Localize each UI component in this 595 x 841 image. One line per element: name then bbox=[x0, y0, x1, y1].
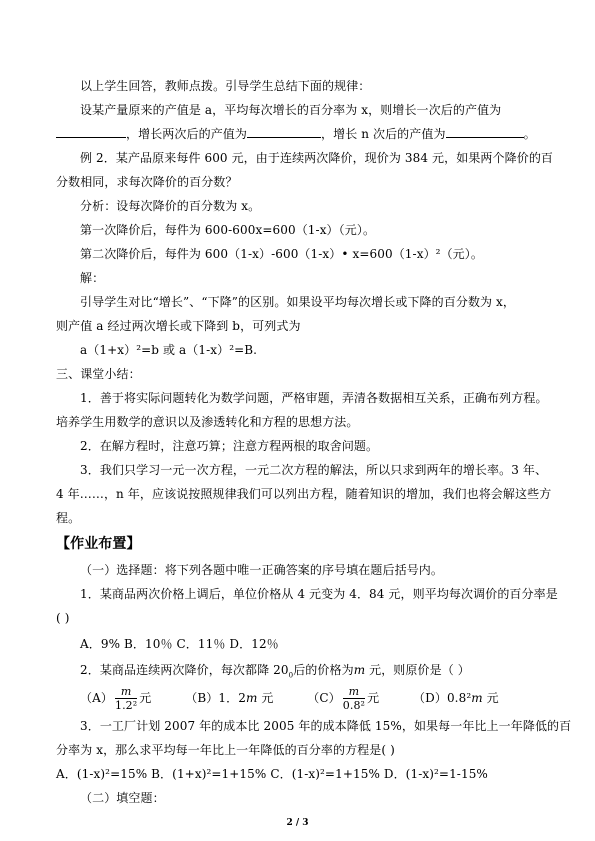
answer-blank[interactable] bbox=[247, 126, 321, 138]
text-line: 解： bbox=[80, 271, 105, 285]
option-d: （D）0.8² bbox=[413, 691, 472, 705]
fraction-numerator: m bbox=[115, 685, 137, 699]
section-heading: 三、课堂小结： bbox=[56, 367, 141, 381]
option-a-label: （A） bbox=[80, 691, 113, 705]
option-c-label: （C） bbox=[307, 691, 341, 705]
question-3-options: A．(1-x)²=15% B．(1+x)²=1+15% C．(1-x)²=1+15% D．(1-x)²=1-15% bbox=[56, 767, 488, 781]
fraction-denominator: 1.2² bbox=[114, 699, 138, 712]
question-2 bbox=[80, 662, 470, 683]
text-fragment: 2．某商品连续两次降价，每次都降 20 bbox=[80, 663, 289, 677]
text-line: 第一次降价后，每件为 600-600x=600（1-x）（元）。 bbox=[80, 223, 376, 237]
text-line: 4 年……，n 年，应该说按照规律我们可以列出方程，随着知识的增加，我们也将会解这些方 bbox=[56, 487, 552, 501]
fraction-numerator: m bbox=[343, 685, 365, 699]
variable-m: m bbox=[245, 691, 258, 705]
text-fragment: ，增长两次后的产值为 bbox=[126, 127, 248, 141]
homework-heading: 【作业布置】 bbox=[56, 536, 141, 552]
question-3: 3．一工厂计划 2007 年的成本比 2005 年的成本降低 15%，如果每一年比上一年降低的百 bbox=[80, 719, 572, 733]
text-line: 则产值 a 经过两次增长或下降到 b，可列式为 bbox=[56, 319, 301, 333]
answer-bracket: ( ) bbox=[56, 611, 70, 625]
question-2-options bbox=[80, 684, 499, 712]
option-b: （B）1．2 bbox=[185, 691, 246, 705]
text-line: 引导学生对比“增长”、“下降”的区别。如果设平均每次增长或下降的百分数为 x， bbox=[80, 295, 516, 309]
variable-m: m bbox=[353, 663, 366, 677]
section-heading: （二）填空题： bbox=[80, 791, 165, 805]
page-number: 2 / 3 bbox=[286, 818, 309, 828]
text-fragment: 0 bbox=[288, 671, 294, 680]
text-line: 第二次降价后，每件为 600（1-x）-600（1-x）• x=600（1-x）²（元）。 bbox=[80, 247, 483, 261]
text-line: （一）选择题：将下列各题中唯一正确答案的序号填在题后括号内。 bbox=[80, 563, 444, 577]
text-line: 程。 bbox=[56, 511, 81, 525]
answer-blank[interactable] bbox=[56, 126, 126, 138]
text-line: 设某产量原来的产值是 a，平均每次增长的百分率为 x，则增长一次后的产值为 bbox=[80, 103, 502, 117]
text-fragment: 。 bbox=[523, 127, 536, 141]
text-line: 分析：设每次降价的百分数为 x。 bbox=[80, 199, 261, 213]
answer-blank[interactable] bbox=[446, 126, 524, 138]
option-unit: 元 bbox=[367, 691, 380, 705]
fraction-a bbox=[115, 685, 137, 712]
question-1: 1．某商品两次价格上调后，单位价格从 4 元变为 4．84 元，则平均每次调价的百分率是 bbox=[80, 587, 558, 601]
text-line: 培养学生用数学的意识以及渗透转化和方程的思想方法。 bbox=[56, 415, 359, 429]
text-fragment: 元，则原价是（ ） bbox=[365, 663, 470, 677]
question-3-cont: 分率为 x，那么求平均每一年比上一年降低的百分率的方程是( ) bbox=[56, 743, 395, 757]
fraction-c bbox=[343, 685, 365, 712]
question-1-options: A．9% B．10％ C．11％ D．12％ bbox=[80, 637, 279, 651]
text-line: 3．我们只学习一元一次方程，一元二次方程的解法，所以只求到两年的增长率。3 年、 bbox=[80, 463, 548, 477]
text-line: 2．在解方程时，注意巧算；注意方程两根的取舍问题。 bbox=[80, 439, 379, 453]
text-line: 1．善于将实际问题转化为数学问题，严格审题，弄清各数据相互关系，正确布列方程。 bbox=[80, 391, 548, 405]
option-unit: 元 bbox=[257, 691, 274, 705]
variable-m: m bbox=[471, 691, 483, 705]
text-fragment: ，增长 n 次后的产值为 bbox=[321, 127, 446, 141]
text-fragment: 后的价格为 bbox=[293, 663, 354, 677]
text-line: 以上学生回答，教师点拨。引导学生总结下面的规律： bbox=[80, 79, 371, 93]
text-line: 分数相同，求每次降价的百分数？ bbox=[56, 175, 238, 189]
option-unit: 元 bbox=[482, 691, 499, 705]
blank-fill-line bbox=[56, 126, 536, 142]
text-line: 例 2．某产品原来每件 600 元，由于连续两次降价，现价为 384 元，如果两个降价的百 bbox=[80, 151, 554, 165]
fraction-denominator: 0.8² bbox=[342, 699, 366, 712]
option-unit: 元 bbox=[139, 691, 152, 705]
text-line: a（1+x）²=b 或 a（1-x）²=B. bbox=[80, 343, 258, 357]
